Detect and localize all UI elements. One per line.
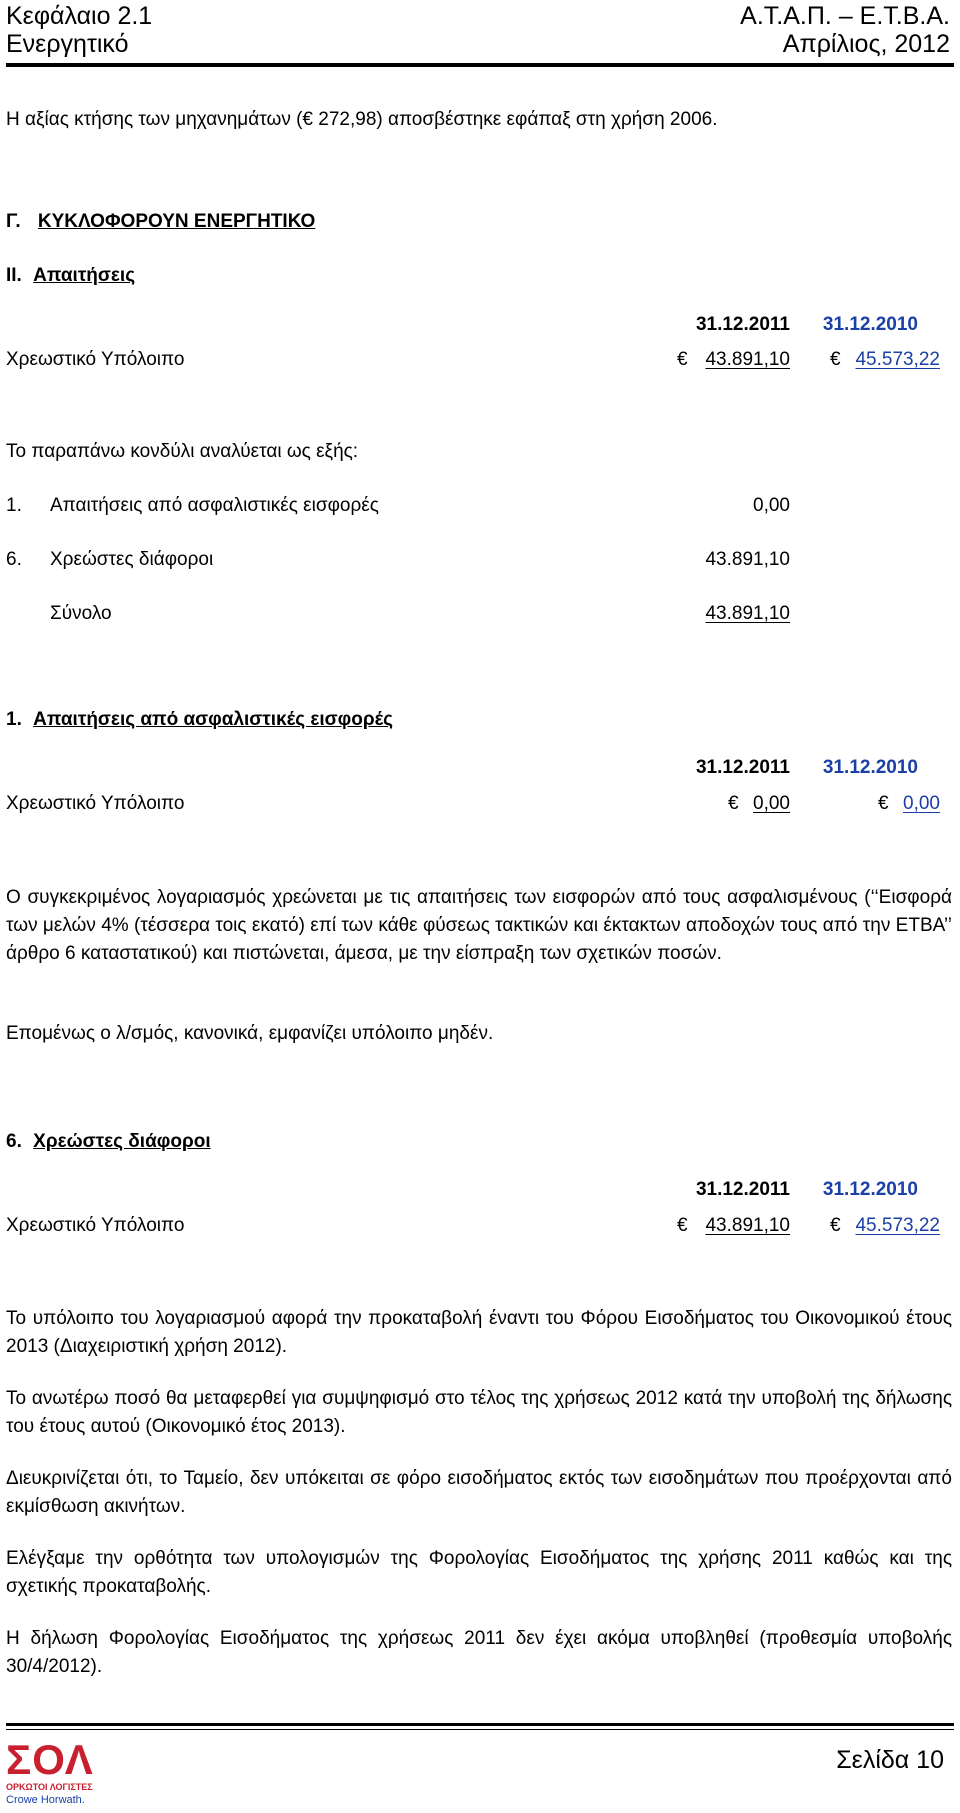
section-g-prefix: Γ. — [6, 211, 21, 232]
section-title: Ενεργητικό — [6, 30, 129, 58]
block1-date-2010: 31.12.2010 — [822, 314, 918, 335]
sub1-value-2010: 0,00 — [903, 793, 940, 814]
euro-icon: € — [830, 349, 841, 370]
sub1-date-2010: 31.12.2010 — [822, 757, 918, 778]
sub1-label: Χρεωστικό Υπόλοιπο — [6, 793, 185, 814]
sub1-paragraph: Επομένως ο λ/σμός, κανονικά, εμφανίζει υπόλοιπο μηδέν. — [6, 1023, 494, 1044]
block1-value-2010: 45.573,22 — [855, 349, 940, 370]
breakdown-item-value: 0,00 — [753, 495, 790, 516]
company-logo — [6, 1736, 126, 1810]
header-rule — [6, 63, 954, 67]
block1-label: Χρεωστικό Υπόλοιπο — [6, 349, 185, 370]
sub6-paragraph: Το υπόλοιπο του λογαριασμού αφορά την προκαταβολή έναντι του Φόρου Εισοδήματος του Οικονομικού έτους 2013 (Διαχειριστική χρήση 2012). — [6, 1308, 952, 1357]
logo-mark: ΣΟΛ — [6, 1736, 94, 1783]
sub6-date-2010: 31.12.2010 — [822, 1179, 918, 1200]
block1-value-2011: 43.891,10 — [705, 349, 790, 370]
sub6-date-2011: 31.12.2011 — [695, 1179, 790, 1200]
sub6-label: Χρεωστικό Υπόλοιπο — [6, 1215, 185, 1236]
logo-subtitle: ΟΡΚΩΤΟΙ ΛΟΓΙΣΤΕΣ — [6, 1782, 93, 1792]
section-ii-prefix: ΙΙ. — [6, 265, 22, 286]
section-ii-heading — [6, 264, 135, 288]
chapter-title: Κεφάλαιο 2.1 — [6, 2, 153, 30]
euro-icon: € — [830, 1215, 841, 1236]
section-g-title: ΚΥΚΛΟΦΟΡΟΥΝ ΕΝΕΡΓΗΤΙΚΟ — [37, 211, 316, 232]
breakdown-total-label: Σύνολο — [50, 603, 112, 624]
logo-partner: Crowe Horwath. — [6, 1794, 85, 1806]
sub1-prefix: 1. — [6, 709, 22, 730]
block1-date-2011: 31.12.2011 — [695, 314, 790, 335]
section-ii-title: Απαιτήσεις — [33, 265, 136, 286]
euro-icon: € — [728, 793, 739, 814]
intro-line: Η αξίας κτήσης των μηχανημάτων (€ 272,98) αποσβέστηκε εφάπαξ στη χρήση 2006. — [6, 109, 718, 130]
breakdown-item-num: 6. — [6, 549, 22, 570]
sub6-prefix: 6. — [6, 1131, 22, 1152]
breakdown-item-label: Απαιτήσεις από ασφαλιστικές εισφορές — [50, 495, 379, 516]
sub6-paragraph: Η δήλωση Φορολογίας Εισοδήματος της χρήσεως 2011 δεν έχει ακόμα υποβληθεί (προθεσμία υποβολής 30/4/2012). — [6, 1628, 952, 1677]
sub6-value-2011: 43.891,10 — [705, 1215, 790, 1236]
sub6-value-2010: 45.573,22 — [855, 1215, 940, 1236]
sub6-paragraph: Το ανωτέρω ποσό θα μεταφερθεί για συμψηφισμό στο τέλος της χρήσεως 2012 κατά την υποβολή της δήλωσης του έτους αυτού (Οικονομικό έτος 2013). — [6, 1388, 952, 1437]
sub1-value-2011: 0,00 — [753, 793, 790, 814]
euro-icon: € — [677, 349, 688, 370]
sub1-paragraph: Ο συγκεκριμένος λογαριασμός χρεώνεται με τις απαιτήσεις των εισφορών από τους ασφαλισμένους (‘‘Εισφορά των μελών 4% (τέσσερα τοις εκατό) επί των κάθε φύσεως τακτικών και έκτακτων αποδοχών τους από την ΕΤΒΑ’’ άρθρο 6 καταστατικού) και πιστώνεται, άμεσα, με την είσπραξη των σχετικών ποσών. — [6, 887, 952, 964]
sub6-paragraph: Διευκρινίζεται ότι, το Ταμείο, δεν υπόκειται σε φόρο εισοδήματος εκτός των εισοδημάτων που προέρχονται από εκμίσθωση ακινήτων. — [6, 1468, 952, 1517]
sub6-paragraph: Ελέγξαμε την ορθότητα των υπολογισμών της Φορολογίας Εισοδήματος της χρήσης 2011 καθώς και της σχετικής προκαταβολής. — [6, 1548, 952, 1597]
euro-icon: € — [878, 793, 889, 814]
breakdown-item-num: 1. — [6, 495, 22, 516]
sub6-title: Χρεώστες διάφοροι — [33, 1131, 211, 1152]
page-number: Σελίδα 10 — [836, 1746, 944, 1774]
sub1-title: Απαιτήσεις από ασφαλιστικές εισφορές — [33, 709, 394, 730]
footer-rule — [6, 1723, 954, 1726]
report-date: Απρίλιος, 2012 — [782, 30, 950, 58]
breakdown-item-value: 43.891,10 — [705, 549, 790, 570]
sub1-date-2011: 31.12.2011 — [695, 757, 790, 778]
sub6-heading — [6, 1130, 211, 1154]
org-name: Α.Τ.Α.Π. – Ε.Τ.Β.Α. — [740, 2, 950, 30]
euro-icon: € — [677, 1215, 688, 1236]
footer-rule-thin — [6, 1729, 954, 1730]
section-g-heading — [6, 210, 315, 234]
breakdown-intro: Το παραπάνω κονδύλι αναλύεται ως εξής: — [6, 441, 359, 462]
breakdown-total-value: 43.891,10 — [705, 603, 790, 624]
breakdown-item-label: Χρεώστες διάφοροι — [50, 549, 214, 570]
sub1-heading — [6, 708, 393, 732]
